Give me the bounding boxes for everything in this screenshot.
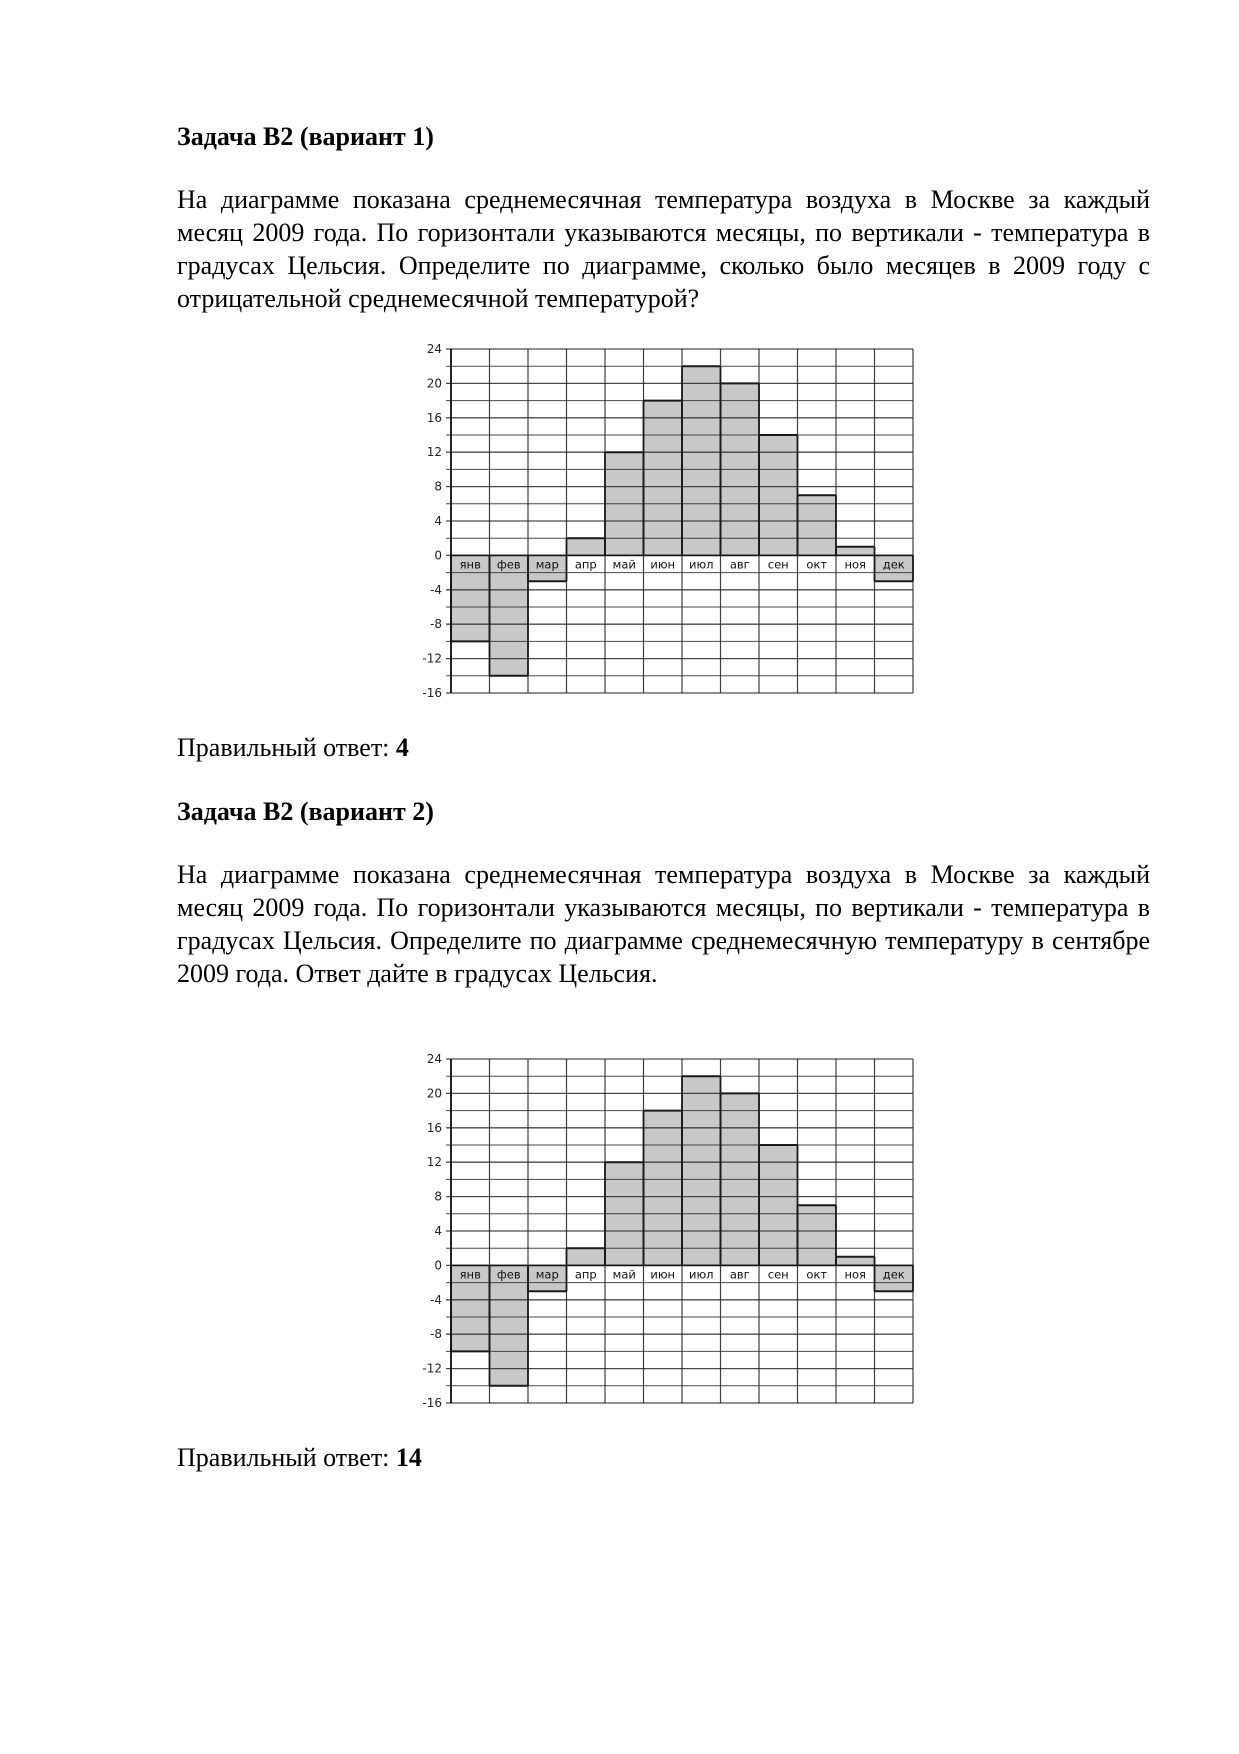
y-tick-label: -4 [430,582,442,597]
y-tick-label: 24 [426,342,442,356]
x-category-label: сен [767,557,789,572]
x-category-label: апр [574,1267,597,1282]
y-tick-label: -12 [422,651,442,666]
x-category-label: окт [806,1267,828,1282]
bar-фев [490,555,529,675]
y-tick-label: -12 [422,1361,442,1376]
x-category-label: май [612,557,636,572]
bar-фев [490,1265,529,1385]
bar-сен [759,1145,798,1265]
task-2-title: Задача В2 (вариант 2) [177,797,434,826]
x-category-label: мар [535,1267,559,1282]
x-category-label: янв [459,1267,481,1282]
y-tick-label: 20 [426,376,442,391]
bar-ноя [836,547,875,556]
x-category-label: апр [574,557,597,572]
x-category-label: сен [767,1267,789,1282]
bar-сен [759,435,798,555]
task-2-text: На диаграмме показана среднемесячная температура воздуха в Москве за каждый месяц 2009 года. По горизонтали указываются месяцы, по вертикали - температура в градусах Цельсия. Определите по диаграмме среднемесячную температуру в сентябре 2009 года. Ответ дайте в градусах Цельсия. [177,860,1150,988]
y-tick-label: 8 [434,479,442,494]
x-category-label: дек [882,557,905,572]
bar-ноя [836,1257,875,1266]
y-tick-label: -16 [422,686,442,700]
x-category-label: ноя [844,557,866,572]
y-tick-label: 16 [426,1120,442,1135]
temperature-chart-1 [400,330,940,710]
bar-апр [567,538,606,555]
y-tick-label: 12 [426,1155,442,1170]
x-category-label: фев [496,1267,521,1282]
bar-июл [682,366,721,555]
answer-label: Правильный ответ: [177,1443,396,1472]
x-category-label: мар [535,557,559,572]
y-tick-label: 12 [426,445,442,460]
task-1-text: На диаграмме показана среднемесячная температура воздуха в Москве за каждый месяц 2009 года. По горизонтали указываются месяцы, по вертикали - температура в градусах Цельсия. Определите по диаграмме, сколько было месяцев в 2009 году с отрицательной среднемесячной температурой? [177,185,1150,313]
y-tick-label: -16 [422,1396,442,1410]
y-tick-label: 4 [434,514,442,528]
y-tick-label: 24 [426,1052,442,1066]
answer-value: 14 [395,1443,422,1472]
x-category-label: авг [729,1267,750,1282]
y-tick-label: 8 [434,1189,442,1204]
y-tick-label: 20 [426,1086,442,1101]
bar-июл [682,1076,721,1265]
x-category-label: дек [882,1267,905,1282]
x-category-label: июл [688,557,714,572]
x-category-label: июл [688,1267,714,1282]
y-tick-label: 0 [434,1258,442,1273]
y-tick-label: -8 [430,1327,442,1342]
temperature-chart-2 [400,1040,940,1420]
x-category-label: фев [496,557,521,572]
y-tick-label: -8 [430,617,442,632]
x-category-label: окт [806,557,828,572]
y-tick-label: -4 [430,1292,442,1307]
y-tick-label: 4 [434,1224,442,1238]
bar-chart-svg [400,330,940,710]
task-1-title: Задача В2 (вариант 1) [177,122,434,151]
bar-апр [567,1248,606,1265]
y-tick-label: 0 [434,548,442,563]
x-category-label: янв [459,557,481,572]
x-category-label: авг [729,557,750,572]
x-category-label: май [612,1267,636,1282]
answer-label: Правильный ответ: [177,733,396,762]
x-category-label: ноя [844,1267,866,1282]
task-1-answer [177,733,409,763]
x-category-label: июн [650,1267,676,1282]
bar-июн [644,401,683,556]
y-tick-label: 16 [426,410,442,425]
bar-июн [644,1111,683,1266]
bar-chart-svg [400,1040,940,1420]
x-category-label: июн [650,557,676,572]
answer-value: 4 [395,733,409,762]
task-2-answer [177,1443,422,1473]
